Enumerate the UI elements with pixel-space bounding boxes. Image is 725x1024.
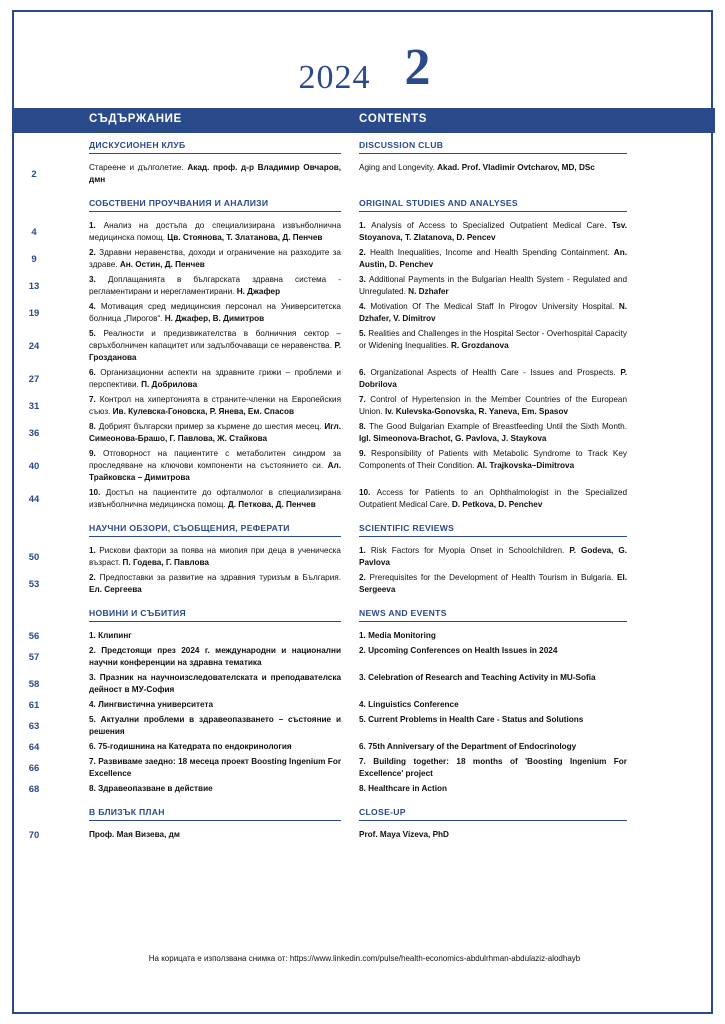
page-number: 61	[28, 700, 40, 711]
entry-authors-bg: Р. Грозданова	[89, 340, 341, 362]
entry-index-en: 9.	[359, 449, 371, 458]
section-heading-bg: НАУЧНИ ОБЗОРИ, СЪОБЩЕНИЯ, РЕФЕРАТИ	[89, 523, 341, 537]
section-heading-close-up	[14, 807, 715, 829]
entry-authors-bg: Лингвистична университета	[98, 700, 214, 709]
toc-entry[interactable]	[14, 756, 715, 783]
entry-authors-en: Akad. Prof. Vladimir Ovtcharov, MD, DSc	[437, 163, 595, 172]
entry-text-bg	[89, 328, 341, 364]
entry-text-bg	[89, 829, 341, 841]
entry-index-en: 6.	[359, 368, 371, 377]
entry-title-en: Analysis of Access to Specialized Outpatient Medical Care.	[371, 221, 612, 230]
entry-text-bg	[89, 247, 341, 271]
section-spacer	[14, 514, 715, 523]
toc-entry[interactable]	[14, 301, 715, 328]
entry-text-en	[359, 630, 627, 642]
entry-authors-en: Iv. Kulevska-Gonovska, R. Yaneva, Em. Spasov	[384, 406, 569, 416]
section-spacer	[14, 844, 715, 853]
entry-text-en	[359, 394, 627, 418]
toc-entry[interactable]	[14, 220, 715, 247]
entry-authors-bg: Предстоящи през 2024 г. международни и национални научни конференции на здравна тематика	[89, 646, 341, 667]
entry-index-bg: 10.	[89, 488, 106, 497]
toc-entry[interactable]	[14, 394, 715, 421]
entry-index-en: 1.	[359, 631, 369, 640]
entry-text-en	[359, 672, 627, 684]
section-heading-en: ORIGINAL STUDIES AND ANALYSES	[359, 198, 627, 212]
entry-title-en: Motivation Of The Medical Staff In Pirogov University Hospital.	[370, 302, 619, 311]
section-heading-bg: НОВИНИ И СЪБИТИЯ	[89, 608, 341, 622]
entry-authors-en: R. Grozdanova	[450, 340, 509, 350]
entry-text-en	[359, 247, 627, 271]
entry-authors-en: Media Monitoring	[368, 631, 436, 640]
entry-title-bg: Стареене и дълголетие.	[89, 163, 188, 172]
entry-title-en: Responsibility of Patients with Metabolic Syndrome to Track Key Components of Their Condition.	[359, 449, 627, 470]
entry-text-bg	[89, 783, 341, 795]
entry-index-bg: 1.	[89, 631, 99, 640]
section-heading-bg: СОБСТВЕНИ ПРОУЧВАНИЯ И АНАЛИЗИ	[89, 198, 341, 212]
entry-index-en: 7.	[359, 395, 371, 404]
toc-entry[interactable]	[14, 572, 715, 599]
page-number: 64	[28, 742, 40, 753]
cover-credit-line: На корицата е използвана снимка от: https://www.linkedin.com/pulse/health-economics-abdulrhman-abdulaziz-alodhayb	[148, 954, 581, 963]
entry-title-en: Risk Factors for Myopia Onset in Schoolchildren.	[370, 546, 570, 555]
entry-index-bg: 8.	[89, 784, 99, 793]
entry-title-bg: Добрият български пример за кърмене до шестия месец.	[98, 422, 325, 431]
entry-title-en: The Good Bulgarian Example of Breastfeeding Until the Sixth Month.	[369, 422, 628, 431]
page-number: 58	[28, 679, 40, 690]
entry-authors-en: Igl. Simeonova-Brachot, G. Pavlova, J. Staykova	[359, 433, 547, 443]
entry-authors-bg: Ел. Сергеева	[89, 584, 142, 594]
entry-index-en: 1.	[359, 546, 371, 555]
entry-authors-bg: Н. Джафер, В. Димитров	[164, 313, 265, 323]
entry-title-bg: Организационни аспекти на здравните грижи – проблеми и перспективи.	[89, 368, 341, 389]
entry-text-bg	[89, 421, 341, 445]
page-number: 66	[28, 763, 40, 774]
page-number: 63	[28, 721, 40, 732]
contents-title-en: CONTENTS	[359, 113, 428, 125]
entry-index-bg: 2.	[89, 573, 100, 582]
entry-index-en: 2.	[359, 248, 370, 257]
cover-credit-note	[14, 954, 715, 963]
entry-text-bg	[89, 756, 341, 780]
section-heading-bg: ДИСКУСИОНЕН КЛУБ	[89, 140, 341, 154]
entry-text-en	[359, 220, 627, 244]
entry-authors-bg: П. Добрилова	[141, 379, 198, 389]
entry-authors-en: Tsv. Stoyanova, T. Zlatanova, D. Pencev	[359, 221, 627, 242]
entry-text-en	[359, 756, 627, 780]
entry-index-bg: 8.	[89, 422, 99, 431]
entry-authors-en: 75th Anniversary of the Department of Endocrinology	[368, 742, 577, 751]
toc-entry[interactable]	[14, 545, 715, 572]
entry-text-bg	[89, 448, 341, 484]
entry-text-bg	[89, 162, 341, 186]
page-number: 27	[28, 374, 40, 385]
section-heading-discussion-club	[14, 140, 715, 162]
entry-index-bg: 4.	[89, 302, 101, 311]
page-number: 40	[28, 461, 40, 472]
entry-authors-en: Celebration of Research and Teaching Activity in MU-Sofia	[368, 673, 596, 682]
entry-text-bg	[89, 699, 341, 711]
entry-text-bg	[89, 545, 341, 569]
section-heading-news-and-events	[14, 608, 715, 630]
entry-text-en	[359, 783, 627, 795]
entry-authors-en: Current Problems in Health Care - Status and Solutions	[368, 715, 584, 724]
toc-entry[interactable]	[14, 630, 715, 645]
entry-text-en	[359, 328, 627, 352]
entry-index-en: 1.	[359, 221, 372, 230]
section-heading-en: NEWS AND EVENTS	[359, 608, 627, 622]
page-number: 24	[28, 341, 40, 352]
entry-title-bg: Рискови фактори за поява на миопия при деца в ученическа възраст.	[89, 546, 341, 567]
toc-entry[interactable]	[14, 328, 715, 367]
page-number: 13	[28, 281, 40, 292]
entry-index-bg: 3.	[89, 673, 100, 682]
entry-authors-bg: Развиваме заедно: 18 месеца проект Boosting Ingenium For Excellence	[89, 757, 342, 778]
entry-authors-en: Building together: 18 months of 'Boosting Ingenium For Excellence' project	[359, 757, 627, 778]
entry-index-en: 10.	[359, 488, 377, 497]
entry-title-bg: Предпоставки за развитие на здравния туризъм в България.	[99, 573, 342, 582]
entry-index-bg: 5.	[89, 715, 101, 724]
page-border	[12, 10, 713, 1014]
entry-index-bg: 1.	[89, 221, 104, 230]
entry-index-en: 4.	[359, 302, 371, 311]
entry-text-bg	[89, 572, 341, 596]
entry-authors-en: Healthcare in Action	[368, 784, 447, 793]
entry-title-bg: Доплащанията в българската здравна система - регламентирани и нерегламентирани.	[89, 275, 342, 296]
entry-text-bg	[89, 367, 341, 391]
entry-index-en: 5.	[359, 715, 369, 724]
entry-title-bg: Реалности и предизвикателства в болничния сектор – свръхболничен капацитет или задълбочаващи се неравенства.	[89, 329, 341, 350]
entry-text-en	[359, 699, 627, 711]
entry-text-bg	[89, 274, 341, 298]
entry-text-en	[359, 829, 627, 841]
toc-entry[interactable]	[14, 367, 715, 394]
toc-entry[interactable]	[14, 741, 715, 756]
entry-index-bg: 6.	[89, 368, 101, 377]
page-number: 68	[28, 784, 40, 795]
table-of-contents	[14, 140, 715, 853]
page-number: 36	[28, 428, 40, 439]
toc-entry[interactable]	[14, 448, 715, 487]
entry-title-en: Prerequisites for the Development of Health Tourism in Bulgaria.	[369, 573, 617, 582]
entry-text-en	[359, 487, 627, 511]
entry-text-en	[359, 274, 627, 298]
entry-authors-bg: Актуални проблеми в здравеопазването – състояние и решения	[89, 715, 341, 736]
entry-text-bg	[89, 714, 341, 738]
entry-authors-bg: Ан. Остин, Д. Пенчев	[119, 259, 205, 269]
entry-authors-en: Linguistics Conference	[368, 700, 459, 709]
entry-authors-bg: Ив. Кулевска-Гоновска, Р. Янева, Ем. Спасов	[112, 406, 294, 416]
page-inner	[14, 12, 715, 1016]
entry-text-en	[359, 645, 627, 657]
entry-title-en: Aging and Longevity.	[359, 163, 438, 172]
entry-text-en	[359, 448, 627, 472]
entry-text-bg	[89, 220, 341, 244]
toc-entry[interactable]	[14, 672, 715, 699]
page-number: 2	[31, 169, 37, 180]
entry-index-en: 2.	[359, 646, 369, 655]
entry-index-en: 3.	[359, 673, 369, 682]
entry-authors-en: Upcoming Conferences on Health Issues in 2024	[368, 646, 558, 655]
entry-title-en: Access for Patients to an Ophthalmologist in the Specialized Outpatient Medical Care.	[359, 488, 627, 509]
entry-title-en: Additional Payments in the Bulgarian Health System - Regulated and Unregulated.	[359, 275, 627, 296]
entry-authors-bg: Цв. Стоянова, Т. Златанова, Д. Пенчев	[167, 232, 323, 242]
entry-authors-bg: Д. Петкова, Д. Пенчев	[227, 499, 316, 509]
entry-authors-bg: Проф. Мая Визева, дм	[89, 830, 180, 839]
entry-title-en: Health Inequalities, Income and Health Spending Containment.	[369, 248, 614, 257]
entry-text-en	[359, 714, 627, 726]
entry-index-bg: 1.	[89, 546, 100, 555]
entry-text-bg	[89, 741, 341, 753]
section-heading-scientific-reviews	[14, 523, 715, 545]
section-heading-en: SCIENTIFIC REVIEWS	[359, 523, 627, 537]
entry-index-en: 8.	[359, 422, 370, 431]
entry-authors-en: Prof. Maya Vizeva, PhD	[359, 830, 449, 839]
entry-index-en: 2.	[359, 573, 370, 582]
toc-entry[interactable]	[14, 162, 715, 189]
page-number: 50	[28, 552, 40, 563]
entry-text-bg	[89, 672, 341, 696]
toc-entry[interactable]	[14, 421, 715, 448]
entry-index-en: 6.	[359, 742, 369, 751]
toc-entry[interactable]	[14, 645, 715, 672]
section-heading-en: DISCUSSION CLUB	[359, 140, 627, 154]
contents-title-bg: СЪДЪРЖАНИЕ	[89, 113, 182, 125]
entry-text-en	[359, 421, 627, 445]
toc-entry[interactable]	[14, 699, 715, 714]
toc-entry[interactable]	[14, 274, 715, 301]
section-heading-original-studies	[14, 198, 715, 220]
page-number: 57	[28, 652, 40, 663]
entry-authors-en: An. Austin, D. Penchev	[359, 248, 627, 269]
entry-title-en: Control of Hypertension in the Member Countries of the European Union.	[359, 395, 627, 416]
entry-title-bg: Мотивация сред медицинския персонал на Университетска болница „Пирогов“.	[89, 302, 341, 323]
entry-index-en: 3.	[359, 275, 370, 284]
entry-text-en	[359, 545, 627, 569]
issue-number: 2	[404, 39, 431, 96]
page-number: 56	[28, 631, 40, 642]
entry-text-en	[359, 741, 627, 753]
entry-index-en: 4.	[359, 700, 369, 709]
page-number: 53	[28, 579, 40, 590]
entry-authors-bg: Клипинг	[98, 631, 132, 640]
section-spacer	[14, 798, 715, 807]
page-number: 9	[31, 254, 37, 265]
section-spacer	[14, 599, 715, 608]
entry-title-bg: Анализ на достъпа до специализирана извънболнична медицинска помощ.	[89, 221, 341, 242]
masthead	[14, 39, 715, 108]
entry-text-bg	[89, 630, 341, 642]
entry-authors-bg: Игл. Симеонова-Брашо, Г. Павлова, Ж. Стайкова	[89, 422, 341, 443]
entry-text-en	[359, 162, 627, 174]
entry-authors-bg: Здравеопазване в действие	[98, 784, 213, 793]
page-number: 31	[28, 401, 40, 412]
entry-title-en: Realities and Challenges in the Hospital Sector - Overhospital Capacity or Widening Inequalities.	[359, 329, 627, 350]
entry-index-bg: 9.	[89, 449, 103, 458]
entry-title-bg: Контрол на хипертонията в страните-членки на Европейския съюз.	[89, 395, 341, 416]
entry-authors-bg: П. Годева, Г. Павлова	[122, 557, 209, 567]
entry-authors-en: N. Dzhafer, V. Dimitrov	[359, 302, 627, 323]
entry-authors-en: P. Dobrilova	[359, 368, 627, 389]
entry-text-bg	[89, 301, 341, 325]
entry-index-bg: 3.	[89, 275, 108, 284]
entry-index-bg: 2.	[89, 646, 102, 655]
page-number: 70	[28, 830, 40, 841]
entry-title-bg: Отговорност на пациентите с метаболитен синдром за проследяване на ключови компоненти на състоянието си.	[89, 449, 342, 470]
entry-title-en: Organizational Aspects of Health Care - Issues and Prospects.	[370, 368, 621, 377]
page-number: 19	[28, 308, 40, 319]
contents-title-bar	[14, 108, 715, 133]
toc-entry[interactable]	[14, 829, 715, 844]
entry-title-bg: Здравни неравенства, доходи и ограничение на разходите за здраве.	[89, 248, 341, 269]
entry-index-bg: 2.	[89, 248, 100, 257]
section-heading-en: CLOSE-UP	[359, 807, 627, 821]
entry-text-en	[359, 572, 627, 596]
entry-title-bg: Достъп на пациентите до офталмолог в специализирана извънболнична медицинска помощ.	[89, 488, 341, 509]
toc-entry[interactable]	[14, 714, 715, 741]
entry-text-en	[359, 367, 627, 391]
entry-authors-bg: Н. Джафер	[236, 286, 281, 296]
toc-entry[interactable]	[14, 783, 715, 798]
entry-authors-bg: 75-годишнина на Катедрата по ендокринология	[98, 742, 292, 751]
entry-authors-bg: Акад. проф. д-р Владимир Овчаров, дмн	[89, 163, 341, 184]
issue-year: 2024	[298, 58, 371, 96]
entry-index-bg: 6.	[89, 742, 99, 751]
entry-text-bg	[89, 487, 341, 511]
toc-entry[interactable]	[14, 487, 715, 514]
entry-index-bg: 4.	[89, 700, 99, 709]
section-heading-bg: В БЛИЗЪК ПЛАН	[89, 807, 341, 821]
entry-authors-en: P. Godeva, G. Pavlova	[359, 546, 627, 567]
entry-index-en: 5.	[359, 329, 369, 338]
entry-index-en: 8.	[359, 784, 369, 793]
entry-authors-en: El. Sergeeva	[359, 573, 627, 594]
page-number: 44	[28, 494, 40, 505]
entry-text-en	[359, 301, 627, 325]
entry-authors-bg: Ал. Трайковска – Димитрова	[89, 460, 341, 482]
entry-authors-en: Al. Trajkovska–Dimitrova	[476, 460, 575, 470]
entry-text-bg	[89, 645, 341, 669]
entry-authors-en: D. Petkova, D. Penchev	[451, 499, 543, 509]
page-number: 4	[31, 227, 37, 238]
entry-index-bg: 5.	[89, 329, 104, 338]
entry-authors-en: N. Dzhafer	[408, 286, 449, 296]
toc-entry[interactable]	[14, 247, 715, 274]
entry-index-en: 7.	[359, 757, 374, 766]
entry-authors-bg: Празник на научноизследователската и преподавателска дейност в МУ-София	[89, 673, 341, 694]
entry-index-bg: 7.	[89, 395, 100, 404]
entry-text-bg	[89, 394, 341, 418]
entry-index-bg: 7.	[89, 757, 99, 766]
section-spacer	[14, 189, 715, 198]
